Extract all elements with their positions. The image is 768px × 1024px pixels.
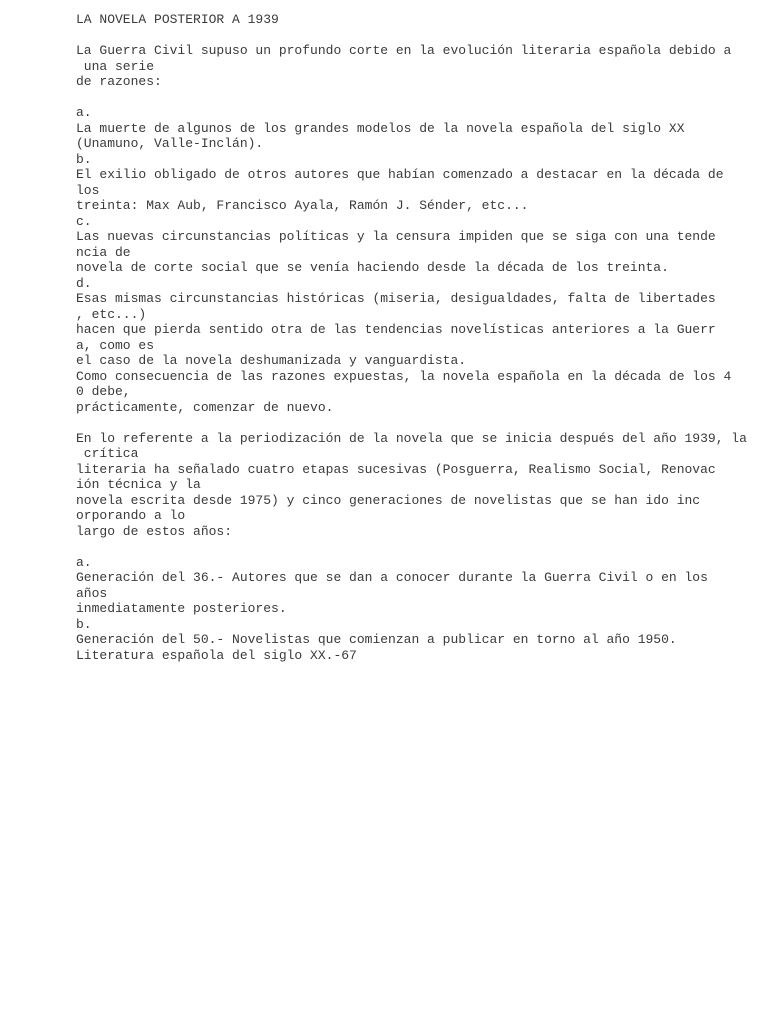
text-line: inmediatamente posteriores. [76, 601, 287, 616]
document-text [76, 12, 756, 663]
blank-line [76, 539, 756, 555]
page-footer: Literatura española del siglo XX.-67 [76, 647, 357, 663]
text-line: hacen que pierda sentido otra de las tendencias novelísticas anteriores a la Guerr [76, 322, 716, 337]
text-line: Generación del 50.- Novelistas que comienzan a publicar en torno al año 1950. [76, 632, 677, 647]
text-line: prácticamente, comenzar de nuevo. [76, 399, 334, 415]
blank-line [76, 415, 756, 431]
text-line: de razones: [76, 74, 162, 89]
text-line: El exilio obligado de otros autores que habían comenzado a destacar en la década de [76, 167, 724, 182]
text-line: 0 debe, [76, 384, 131, 399]
text-line: los [76, 182, 100, 198]
list-marker: c. [76, 213, 92, 229]
text-line: Esas mismas circunstancias históricas (miseria, desigualdades, falta de libertades [76, 291, 716, 306]
text-line: La Guerra Civil supuso un profundo corte en la evolución literaria española debido a [76, 43, 732, 58]
list-marker: a. [76, 554, 92, 570]
list-marker: d. [76, 275, 92, 291]
list-marker: b. [76, 616, 92, 632]
list-marker: a. [76, 105, 92, 120]
text-line: años [76, 585, 108, 601]
text-line: orporando a lo [76, 508, 186, 523]
text-line: Las nuevas circunstancias políticas y la censura impiden que se siga con una tende [76, 229, 716, 244]
text-line: una serie [76, 58, 155, 74]
text-line: ión técnica y la [76, 477, 201, 492]
list-marker: b. [76, 151, 92, 167]
text-line: ncia de [76, 244, 131, 260]
text-line: a, como es [76, 337, 155, 353]
text-line: novela de corte social que se venía haciendo desde la década de los treinta. [76, 260, 669, 275]
text-line: (Unamuno, Valle-Inclán). [76, 136, 264, 151]
text-line: literaria ha señalado cuatro etapas sucesivas (Posguerra, Realismo Social, Renovac [76, 461, 716, 477]
blank-line [76, 90, 756, 106]
text-line: Como consecuencia de las razones expuestas, la novela española en la década de los 4 [76, 368, 732, 384]
text-line: La muerte de algunos de los grandes modelos de la novela española del siglo XX [76, 120, 685, 136]
text-line: Generación del 36.- Autores que se dan a conocer durante la Guerra Civil o en los [76, 570, 708, 585]
text-line: crítica [76, 446, 139, 461]
text-line: novela escrita desde 1975) y cinco generaciones de novelistas que se han ido inc [76, 492, 701, 508]
text-line: largo de estos años: [76, 523, 233, 539]
text-line: En lo referente a la periodización de la novela que se inicia después del año 1939, la [76, 430, 747, 446]
blank-line [76, 28, 756, 44]
text-line: , etc...) [76, 306, 147, 322]
text-line: el caso de la novela deshumanizada y vanguardista. [76, 353, 467, 368]
text-line: treinta: Max Aub, Francisco Ayala, Ramón J. Sénder, etc... [76, 198, 529, 213]
document-title: LA NOVELA POSTERIOR A 1939 [76, 12, 279, 27]
